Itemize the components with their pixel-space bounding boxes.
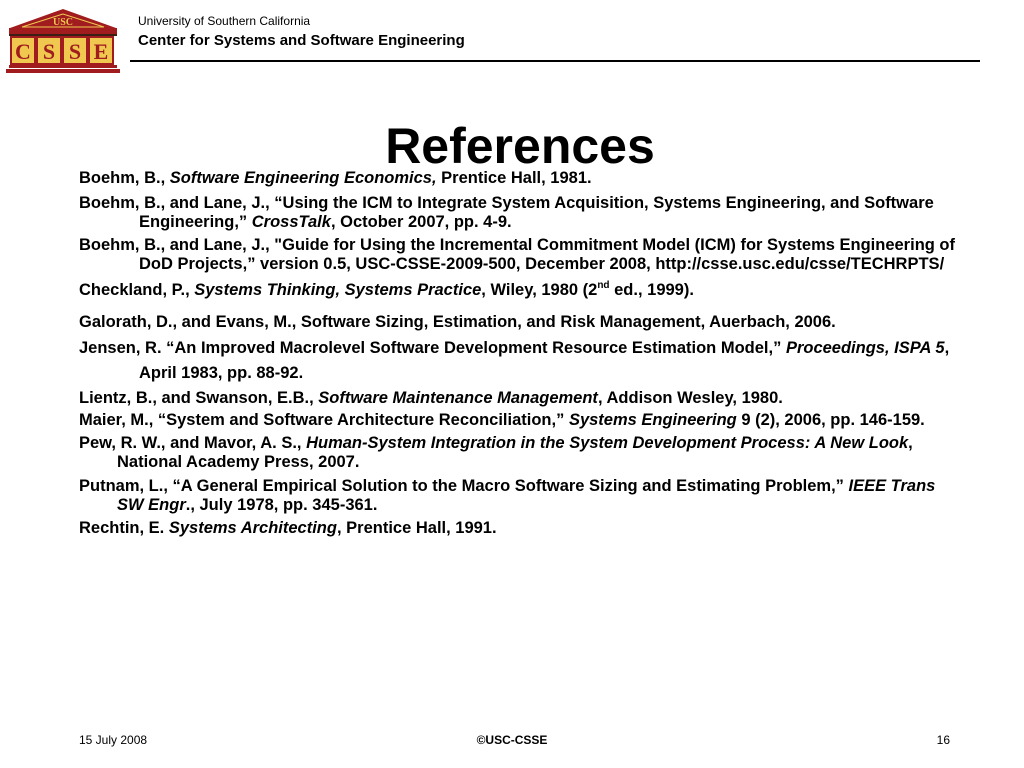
reference-item: Boehm, B., Software Engineering Economics, Prentice Hall, 1981. [79,169,592,187]
reference-item: Maier, M., “System and Software Architecture Reconciliation,” Systems Engineering 9 (2), 2006, pp. 146-159. [79,411,925,429]
reference-item: Galorath, D., and Evans, M., Software Sizing, Estimation, and Risk Management, Auerbach, 2006. [79,313,836,331]
slide-title: References [385,117,655,174]
reference-item: Jensen, R. “An Improved Macrolevel Software Development Resource Estimation Model,” Proceedings, ISPA 5, April 1983, pp. 88-92. [79,339,950,382]
page-number: 16 [936,733,950,747]
organization-name: University of Southern California [138,14,311,28]
logo-usc-text: USC [52,17,74,28]
footer-copyright: ©USC-CSSE [476,733,548,747]
svg-text:E: E [93,39,109,64]
logo-letter-blocks [11,37,113,64]
reference-item: Boehm, B., and Lane, J., “Using the ICM to Integrate System Acquisition, Systems Engineering, and Software Engineering,” CrossTalk, October 2007, pp. 4-9. [79,194,934,231]
usc-csse-logo [6,8,120,74]
center-name: Center for Systems and Software Engineering [138,32,465,49]
reference-item: Boehm, B., and Lane, J., "Guide for Using the Incremental Commitment Model (ICM) for Systems Engineering of DoD Projects,” version 0.5, USC-CSSE-2009-500, December 2008, http://csse.usc.edu/csse/TECHRPTS/ [79,236,956,273]
reference-item: Lientz, B., and Swanson, E.B., Software Maintenance Management, Addison Wesley, 1980. [79,389,783,407]
header-divider [130,60,980,62]
svg-text:C: C [15,39,31,64]
reference-item: Pew, R. W., and Mavor, A. S., Human-System Integration in the System Development Process: A New Look, National Academy Press, 2007. [79,434,913,471]
reference-item: Checkland, P., Systems Thinking, Systems Practice, Wiley, 1980 (2nd ed., 1999). [79,280,694,299]
reference-item: Rechtin, E. Systems Architecting, Prentice Hall, 1991. [79,519,497,537]
footer-date: 15 July 2008 [79,733,148,747]
svg-text:S: S [68,39,82,64]
svg-text:S: S [42,39,56,64]
reference-list [79,169,959,538]
reference-item: Putnam, L., “A General Empirical Solution to the Macro Software Sizing and Estimating Problem,” IEEE Trans SW Engr., July 1978, pp. 345-361. [79,477,936,514]
